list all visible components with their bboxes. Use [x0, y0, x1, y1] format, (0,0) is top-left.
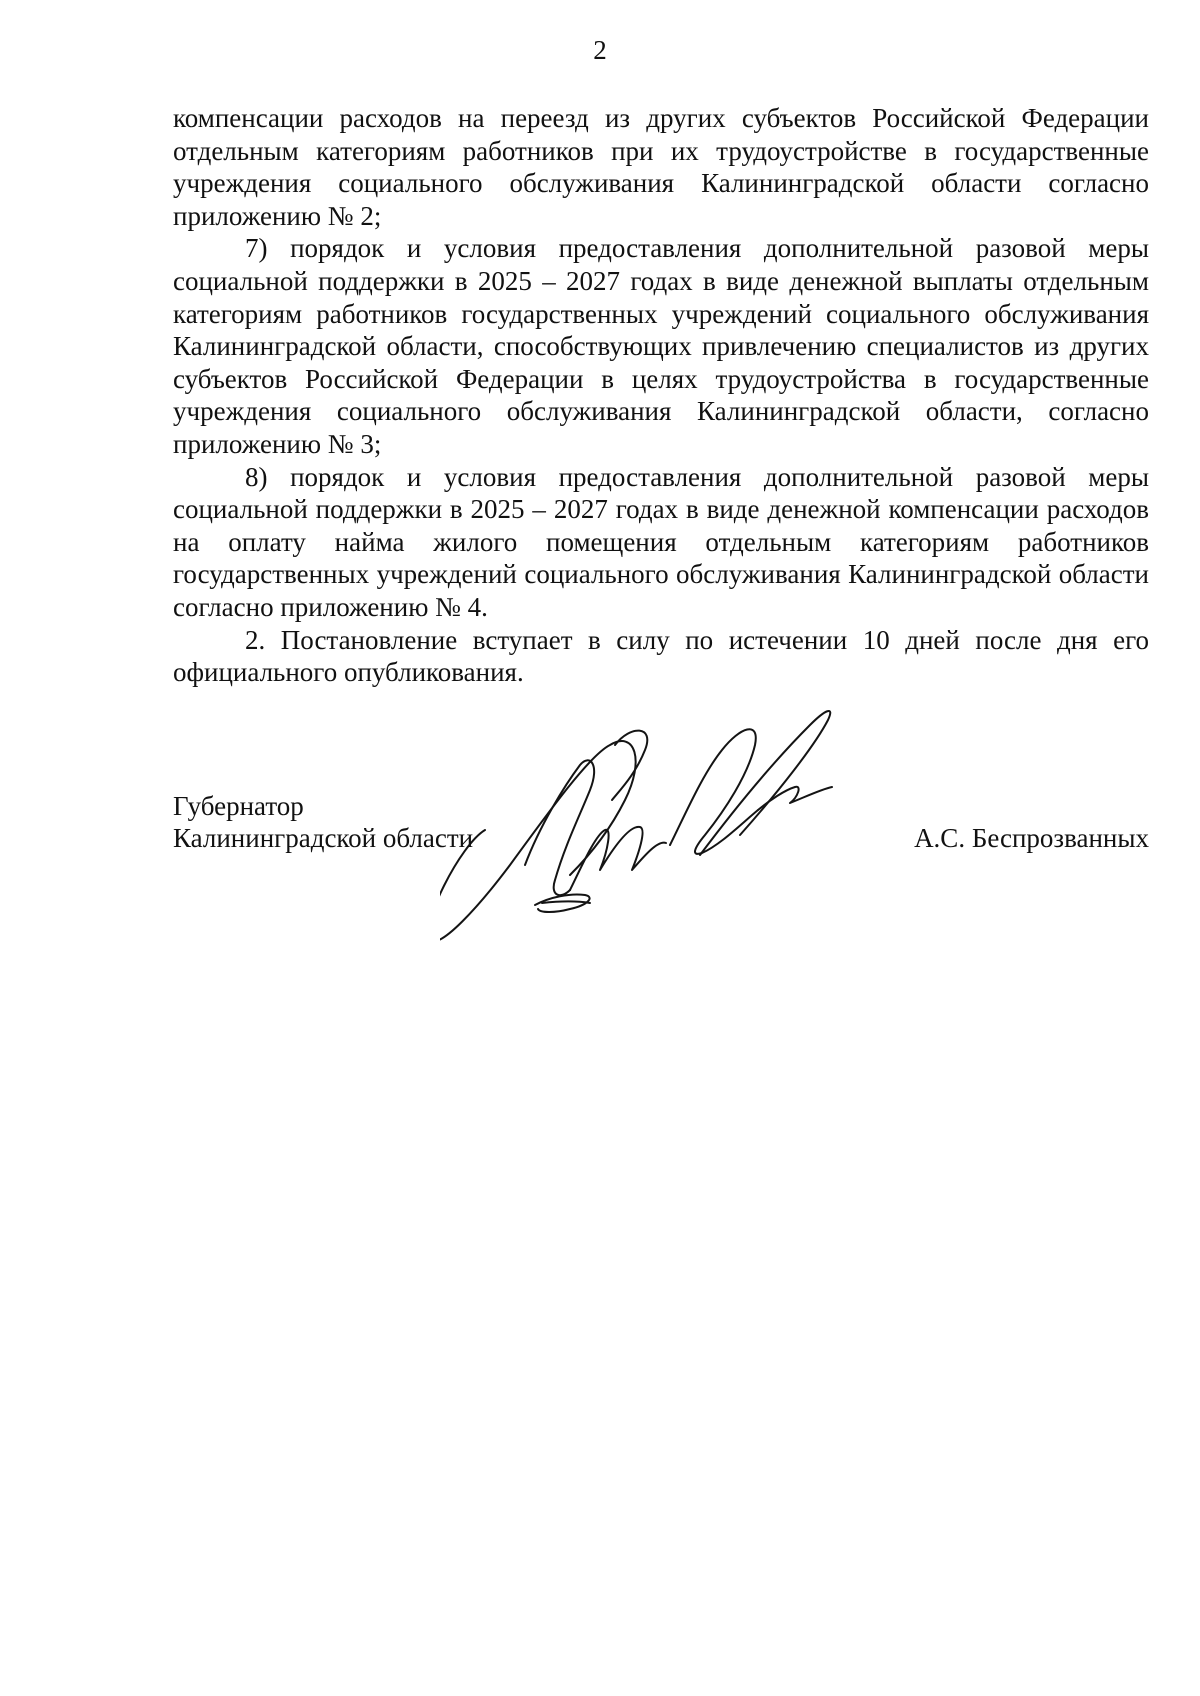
handwritten-signature-icon	[440, 705, 880, 945]
page-number: 2	[593, 35, 607, 65]
paragraph-clause-2: 2. Постановление вступает в силу по истечении 10 дней после дня его официального опубликования.	[173, 624, 1149, 688]
paragraph-item-8: 8) порядок и условия предоставления дополнительной разовой меры социальной поддержки в 2025 – 2027 годах в виде денежной компенсации расходов на оплату найма жилого помещения отдельным категориям работников государственных учреждений социального обслуживания Калининградской области согласно приложению № 4.	[173, 461, 1149, 622]
signer-position-line-2: Калининградской области	[173, 823, 474, 853]
paragraph-item-7: 7) порядок и условия предоставления дополнительной разовой меры социальной поддержки в 2025 – 2027 годах в виде денежной выплаты отдельным категориям работников государственных учреждений социального обслуживания Калининградской области, способствующих привлечению специалистов из других субъектов Российской Федерации в целях трудоустройства в государственные учреждения социального обслуживания Калининградской области, согласно приложению № 3;	[173, 233, 1149, 459]
signer-name: А.С. Беспрозванных	[914, 823, 1149, 853]
signer-position	[173, 790, 473, 854]
document-body	[173, 102, 1149, 689]
signer-position-line-1: Губернатор	[173, 791, 304, 821]
paragraph-continuation: компенсации расходов на переезд из других субъектов Российской Федерации отдельным категориям работников при их трудоустройстве в государственные учреждения социального обслуживания Калининградской области согласно приложению № 2;	[173, 103, 1149, 231]
